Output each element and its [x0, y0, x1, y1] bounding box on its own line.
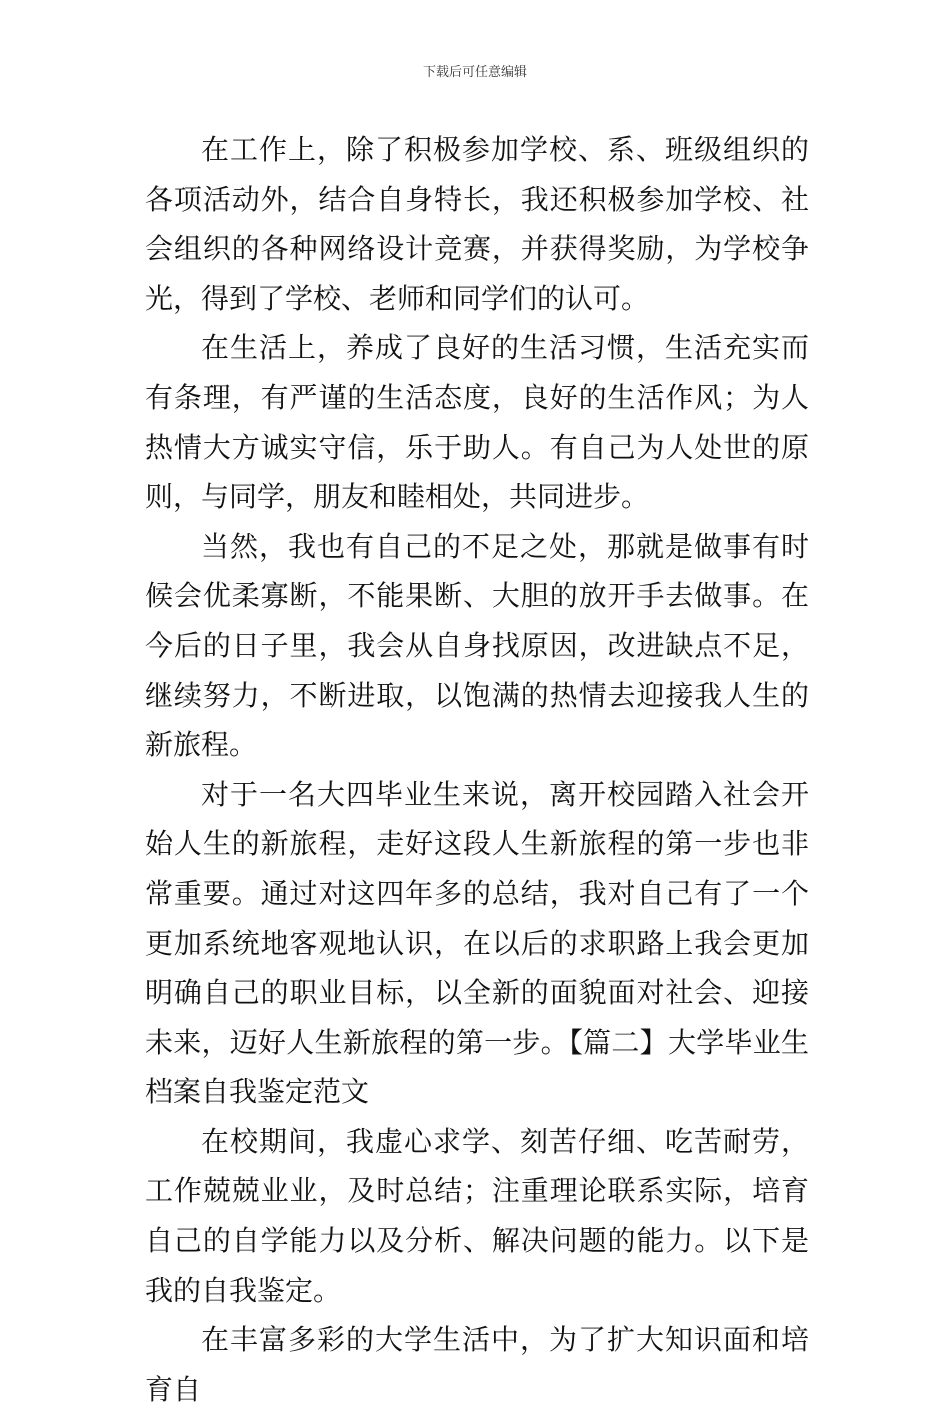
paragraph-school-period: 在校期间，我虚心求学、刻苦仔细、吃苦耐劳，工作兢兢业业，及时总结；注重理论联系实际，培育自己的自学能力以及分析、解决问题的能力。以下是我的自我鉴定。 [145, 1124, 809, 1307]
paragraph-college-life: 在丰富多彩的大学生活中，为了扩大知识面和培育自 [145, 1323, 809, 1406]
page-header: 下载后可任意编辑 [422, 65, 527, 80]
paragraph-shortcomings: 当然，我也有自己的不足之处，那就是做事有时候会优柔寡断，不能果断、大胆的放开手去做事。在今后的日子里，我会从自身找原因，改进缺点不足，继续努力，不断进取，以饱满的热情去迎接我人生的新旅程。 [145, 529, 809, 762]
paragraph-life: 在生活上，养成了良好的生活习惯，生活充实而有条理，有严谨的生活态度，良好的生活作风；为人热情大方诚实守信，乐于助人。有自己为人处世的原则，与同学，朋友和睦相处，共同进步。 [145, 331, 809, 514]
paragraph-work: 在工作上，除了积极参加学校、系、班级组织的各项活动外，结合自身特长，我还积极参加学校、社会组织的各种网络设计竞赛，并获得奖励，为学校争光，得到了学校、老师和同学们的认可。 [145, 133, 809, 315]
paragraph-graduation: 对于一名大四毕业生来说，离开校园踏入社会开始人生的新旅程，走好这段人生新旅程的第一步也非常重要。通过对这四年多的总结，我对自己有了一个更加系统地客观地认识，在以后的求职路上我会更加明确自己的职业目标，以全新的面貌面对社会、迎接未来，迈好人生新旅程的第一步。【篇二】大学毕业生档案自我鉴定范文 [145, 777, 809, 1109]
document-body [145, 125, 809, 1414]
